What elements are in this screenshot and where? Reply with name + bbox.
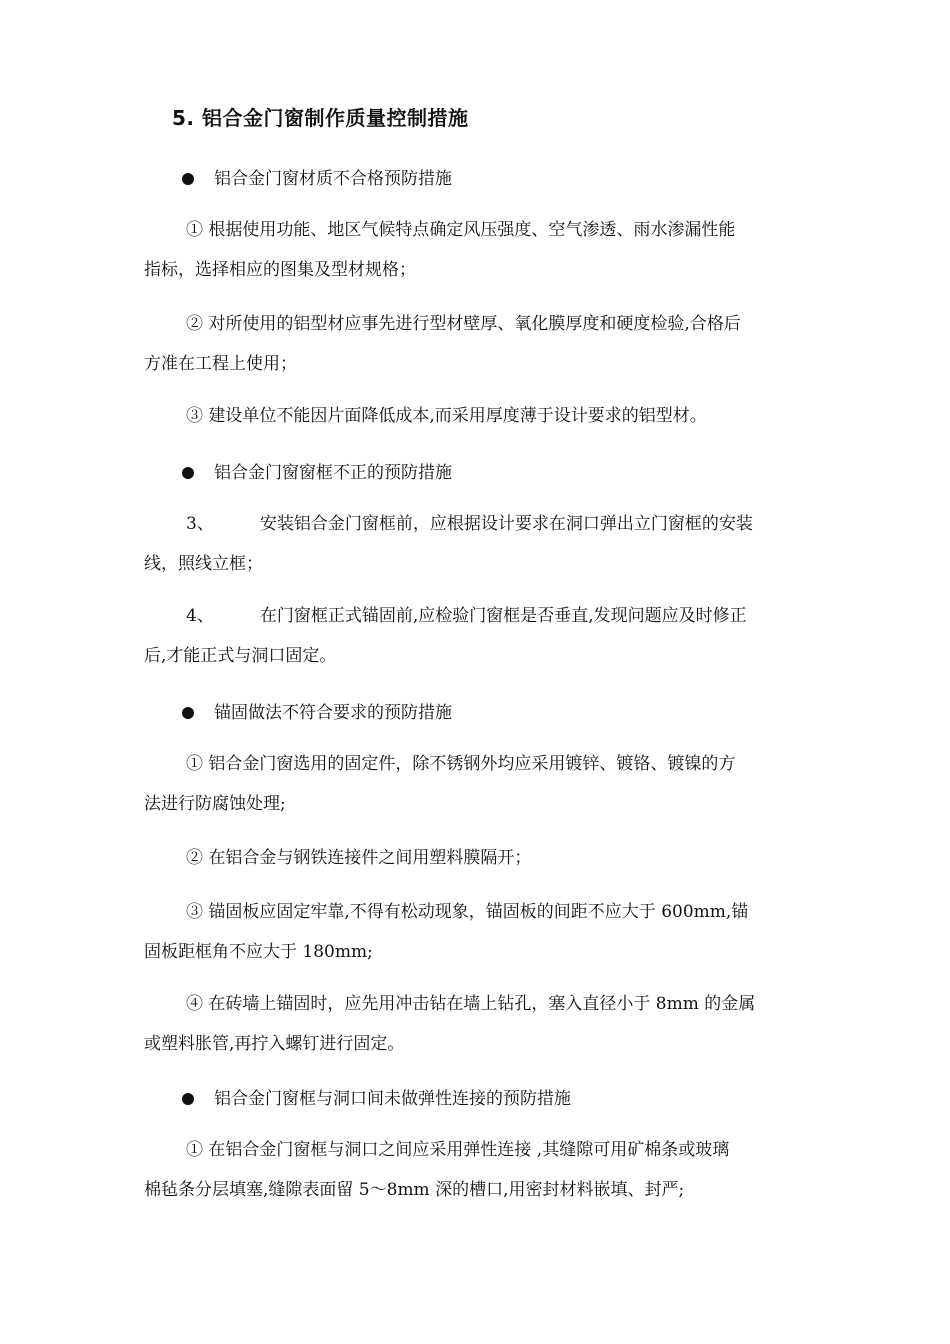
bullet-heading-material: 铝合金门窗材质不合格预防措施 (182, 164, 452, 189)
section-title: 5. 铝合金门窗制作质量控制措施 (172, 106, 469, 130)
paragraph: ③ 锚固板应固定牢靠,不得有松动现象，锚固板的间距不应大于 600mm,锚 固板距框角不应大于 180mm; (144, 902, 749, 962)
paragraph: ③ 建设单位不能因片面降低成本,而采用厚度薄于设计要求的铝型材。 (186, 406, 707, 426)
bullet-heading-anchoring: 锚固做法不符合要求的预防措施 (182, 698, 452, 723)
bullet-heading-frame: 铝合金门窗窗框不正的预防措施 (182, 458, 452, 483)
paragraph: 4、 在门窗框正式锚固前,应检验门窗框是否垂直,发现问题应及时修正 后,才能正式与洞口固定。 (144, 606, 747, 666)
paragraph: 3、 安装铝合金门窗框前，应根据设计要求在洞口弹出立门窗框的安装 线，照线立框； (144, 514, 753, 574)
bullet-icon (182, 173, 194, 185)
paragraph: ② 对所使用的铝型材应事先进行型材壁厚、氧化膜厚度和硬度检验,合格后 方准在工程上使用； (144, 314, 741, 374)
bullet-icon (182, 467, 194, 479)
bullet-heading-elastic: 铝合金门窗框与洞口间未做弹性连接的预防措施 (182, 1084, 571, 1109)
paragraph: ② 在铝合金与钢铁连接件之间用塑料膜隔开； (186, 848, 532, 868)
paragraph: ④ 在砖墙上锚固时，应先用冲击钻在墙上钻孔，塞入直径小于 8mm 的金属 或塑料胀管,再拧入螺钉进行固定。 (144, 994, 756, 1054)
paragraph: ① 根据使用功能、地区气候特点确定风压强度、空气渗透、雨水渗漏性能 指标，选择相应的图集及型材规格； (144, 220, 736, 280)
bullet-icon (182, 1093, 194, 1105)
bullet-icon (182, 707, 194, 719)
paragraph: ① 在铝合金门窗框与洞口之间应采用弹性连接 ,其缝隙可用矿棉条或玻璃 棉毡条分层填塞,缝隙表面留 5～8mm 深的槽口,用密封材料嵌填、封严; (144, 1140, 730, 1200)
paragraph: ① 铝合金门窗选用的固定件，除不锈钢外均应采用镀锌、镀铬、镀镍的方 法进行防腐蚀处理; (144, 754, 736, 814)
